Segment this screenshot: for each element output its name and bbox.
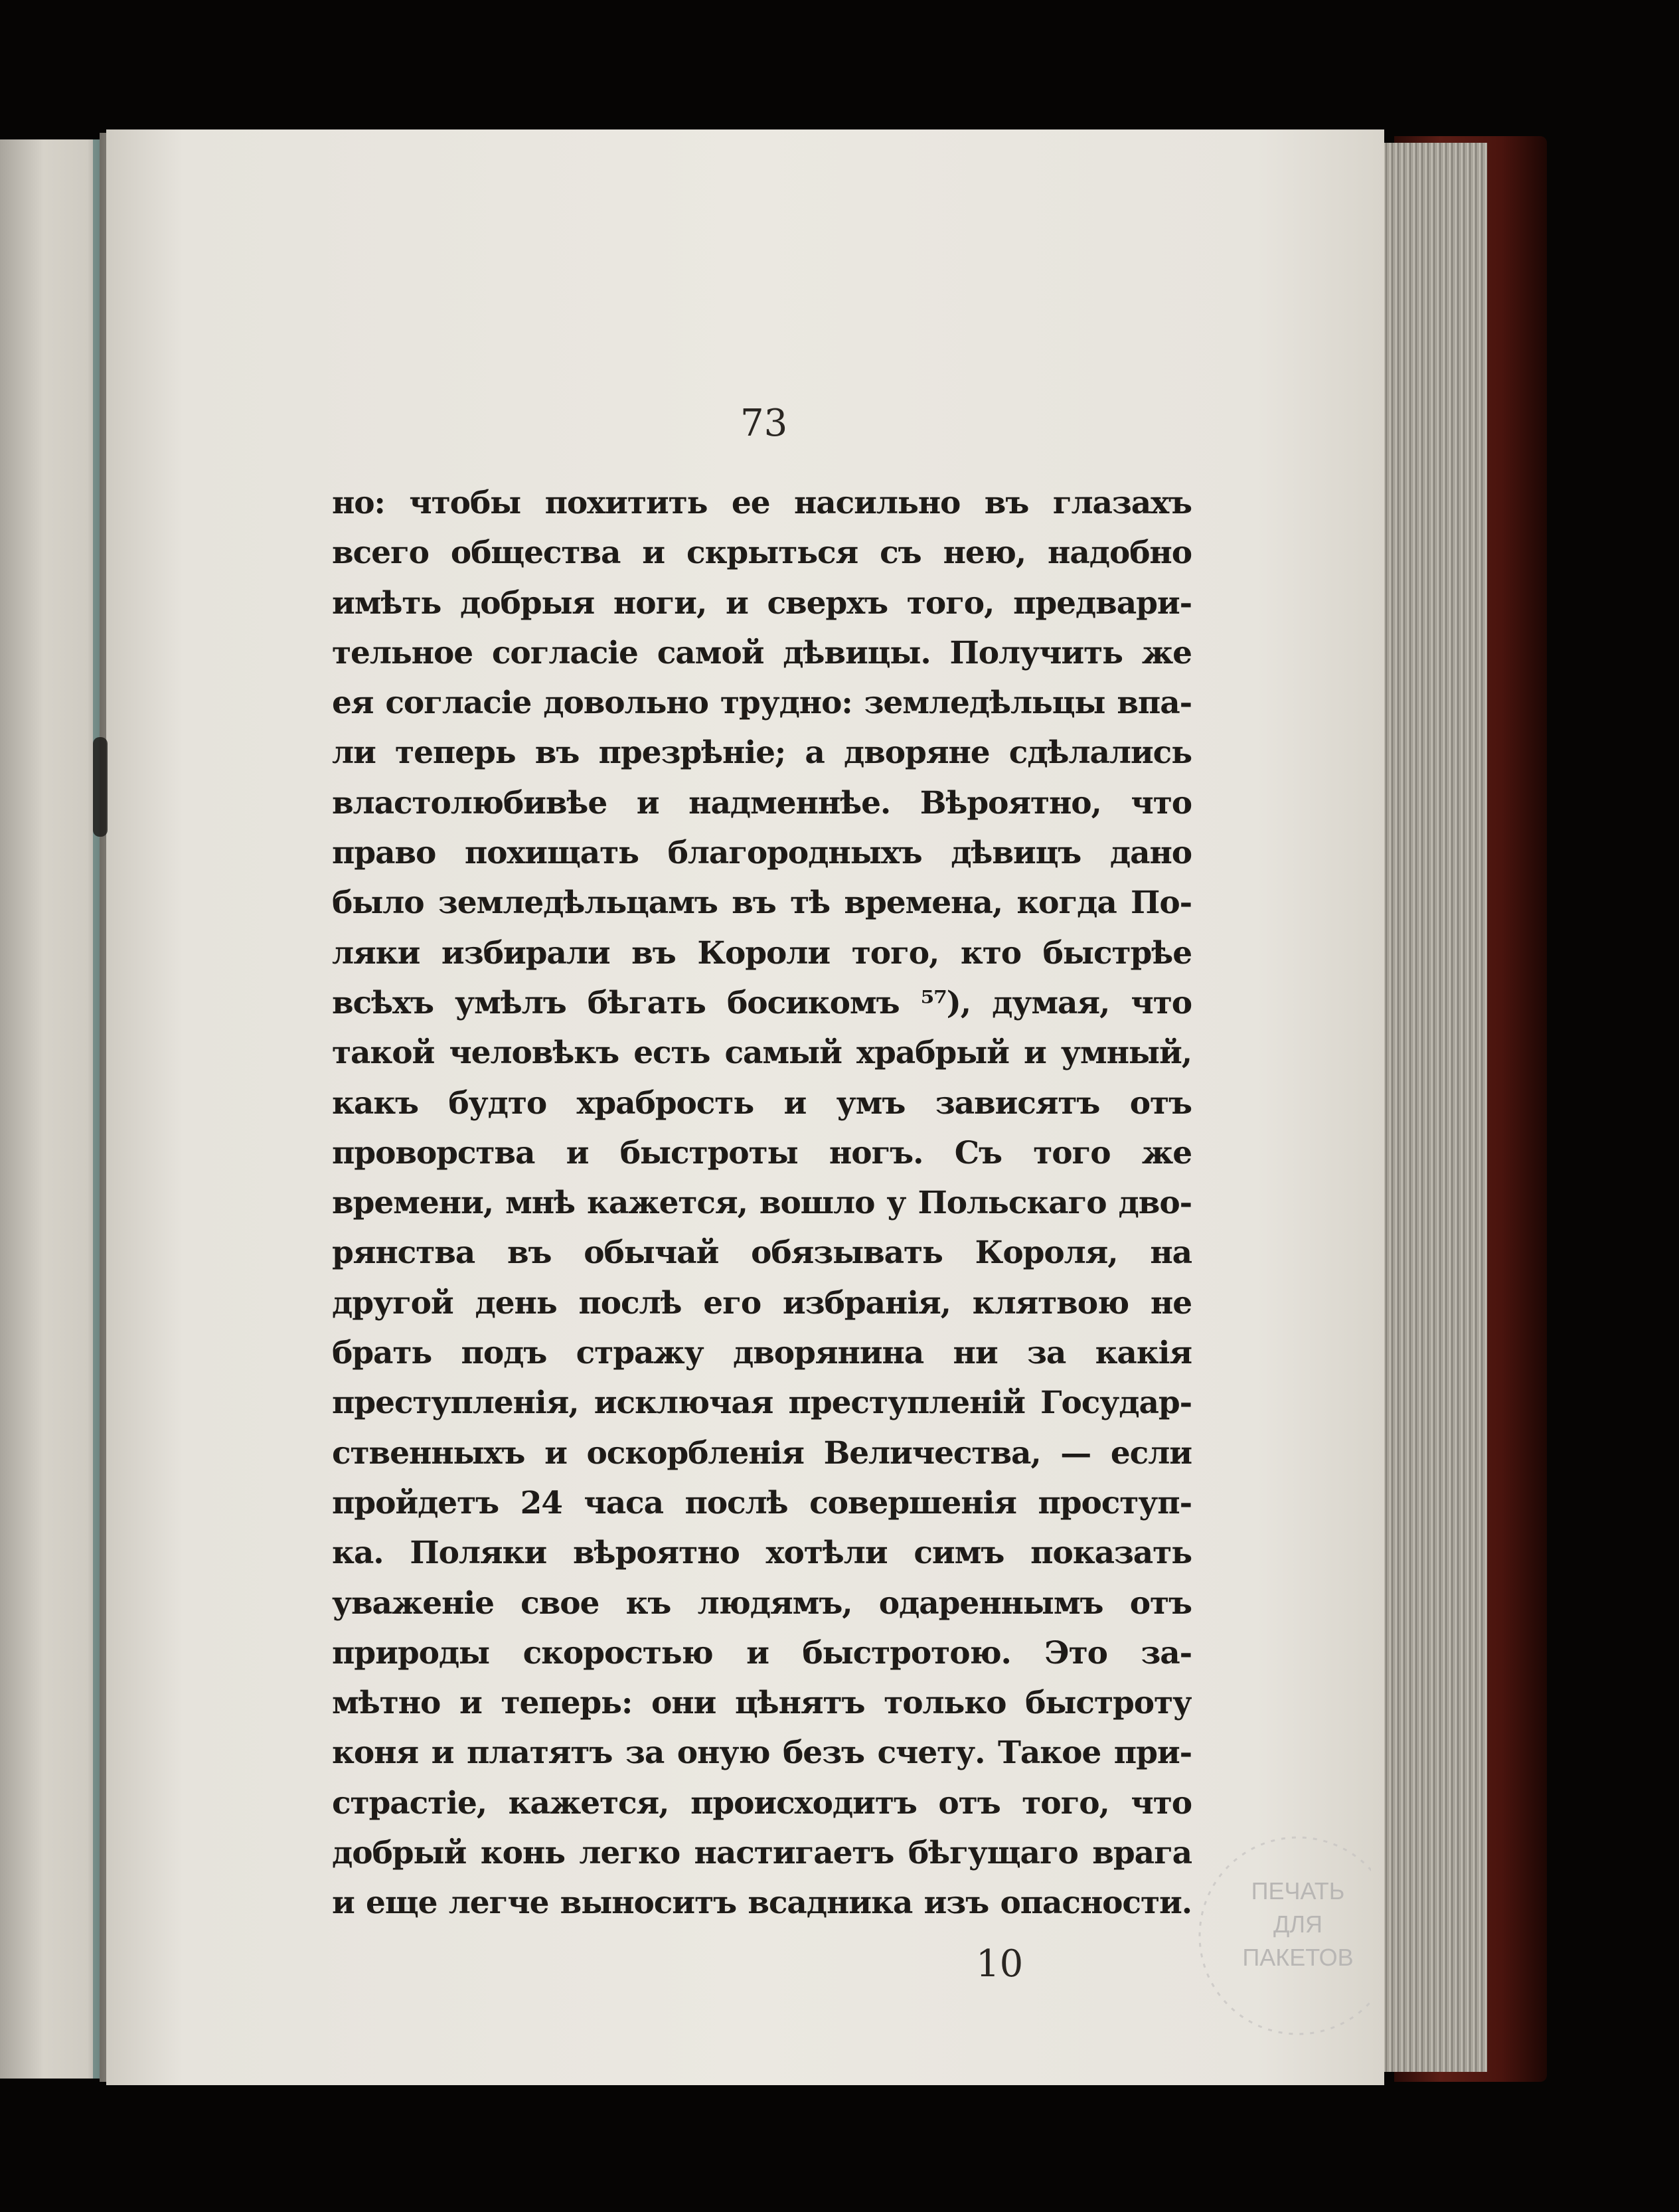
text-line: брать подъ стражу дворянина ни за какія <box>332 1335 1192 1372</box>
text-line: мѣтно и теперь: они цѣнятъ только быстроту <box>332 1685 1192 1722</box>
text-line: коня и платятъ за оную безъ счету. Такое при- <box>332 1735 1192 1772</box>
stamp-line-1: ПЕЧАТЬ <box>1251 1877 1345 1905</box>
text-line: ка. Поляки вѣроятно хотѣли симъ показать <box>332 1535 1192 1572</box>
text-line: властолюбивѣе и надменнѣе. Вѣроятно, что <box>332 784 1192 821</box>
text-line: другой день послѣ его избранія, клятвою не <box>332 1284 1192 1321</box>
text-line: проворства и быстроты ногъ. Съ того же <box>332 1134 1192 1171</box>
page-text <box>332 478 1192 1928</box>
book-page <box>106 129 1384 2085</box>
text-line: и еще легче выноситъ всадника изъ опасности. <box>332 1885 1192 1922</box>
text-line: право похищать благородныхъ дѣвицъ дано <box>332 835 1192 872</box>
text-line: всѣхъ умѣлъ бѣгать босикомъ ⁵⁷), думая, что <box>332 984 1192 1021</box>
ink-smudge <box>93 737 108 837</box>
text-line: имѣть добрыя ноги, и сверхъ того, предвари- <box>332 584 1192 622</box>
text-line: страстіе, кажется, происходитъ отъ того, что <box>332 1784 1192 1822</box>
library-stamp <box>1198 1826 1371 2045</box>
text-line: преступленія, исключая преступленій Государ- <box>332 1385 1192 1422</box>
text-line: тельное согласіе самой дѣвицы. Получить же <box>332 634 1192 671</box>
text-line: но: чтобы похитить ее насильно въ глазахъ <box>332 485 1192 521</box>
signature-number: 10 <box>976 1942 1024 1986</box>
text-line: уваженіе свое къ людямъ, одареннымъ отъ <box>332 1584 1192 1622</box>
text-line: природы скоростью и быстротою. Это за- <box>332 1634 1192 1671</box>
text-line: такой человѣкъ есть самый храбрый и умный, <box>332 1035 1192 1072</box>
text-line: ственныхъ и оскорбленія Величества, — если <box>332 1434 1192 1472</box>
text-line: добрый конь легко настигаетъ бѣгущаго врага <box>332 1835 1192 1872</box>
text-line: было земледѣльцамъ въ тѣ времена, когда По- <box>332 885 1192 922</box>
stamp-line-2: ДЛЯ <box>1273 1911 1323 1938</box>
text-line: времени, мнѣ кажется, вошло у Польскаго дво- <box>332 1185 1192 1222</box>
text-line: рянства въ обычай обязывать Короля, на <box>332 1234 1192 1272</box>
text-line: всего общества и скрыться съ нею, надобно <box>332 535 1192 572</box>
text-line: пройдетъ 24 часа послѣ совершенія проступ- <box>332 1484 1192 1521</box>
text-line: ли теперь въ презрѣніе; а дворяне сдѣлались <box>332 734 1192 772</box>
stamp-line-3: ПАКЕТОВ <box>1242 1944 1354 1971</box>
text-line: ея согласіе довольно трудно: земледѣльцы впа- <box>332 685 1192 722</box>
text-line: ляки избирали въ Короли того, кто быстрѣе <box>332 934 1192 972</box>
text-line: какъ будто храбрость и умъ зависятъ отъ <box>332 1084 1192 1122</box>
page-number: 73 <box>740 402 788 445</box>
